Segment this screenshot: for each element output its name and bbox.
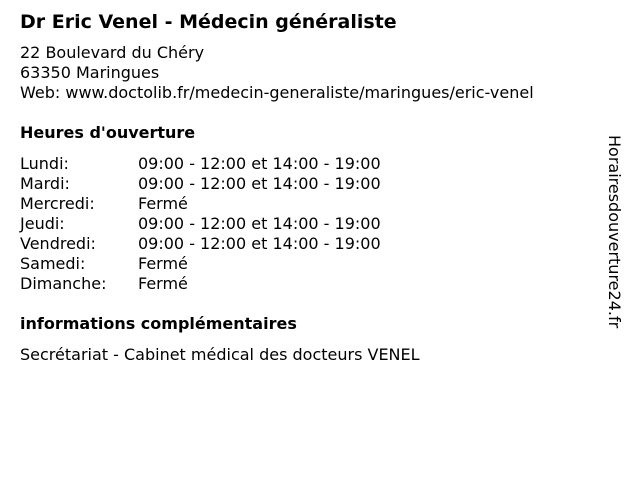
hours-time: 09:00 - 12:00 et 14:00 - 19:00 (138, 174, 381, 193)
hours-row-friday (20, 234, 381, 254)
info-heading: informations complémentaires (20, 314, 297, 333)
hours-time: 09:00 - 12:00 et 14:00 - 19:00 (138, 214, 381, 233)
hours-row-wednesday (20, 194, 381, 214)
hours-row-thursday (20, 214, 381, 234)
hours-row-tuesday (20, 174, 381, 194)
hours-row-sunday (20, 274, 381, 294)
hours-day: Mercredi: (20, 194, 95, 213)
hours-time: Fermé (138, 254, 188, 273)
hours-day: Jeudi: (20, 214, 65, 233)
address-city: 63350 Maringues (20, 63, 160, 82)
address-web: Web: www.doctolib.fr/medecin-generaliste/maringues/eric-venel (20, 83, 534, 102)
hours-heading: Heures d'ouverture (20, 123, 196, 142)
hours-time: 09:00 - 12:00 et 14:00 - 19:00 (138, 154, 381, 173)
hours-day: Mardi: (20, 174, 70, 193)
hours-table (20, 154, 381, 294)
site-watermark: Horairesdouverture24.fr (605, 135, 624, 329)
hours-day: Vendredi: (20, 234, 96, 253)
hours-day: Samedi: (20, 254, 86, 273)
hours-day: Lundi: (20, 154, 69, 173)
hours-row-saturday (20, 254, 381, 274)
hours-time: Fermé (138, 194, 188, 213)
hours-day: Dimanche: (20, 274, 107, 293)
info-text: Secrétariat - Cabinet médical des docteurs VENEL (20, 345, 420, 364)
address-street: 22 Boulevard du Chéry (20, 43, 205, 62)
hours-time: Fermé (138, 274, 188, 293)
hours-row-monday (20, 154, 381, 174)
page-title: Dr Eric Venel - Médecin généraliste (20, 11, 397, 33)
address-block (20, 43, 534, 103)
hours-time: 09:00 - 12:00 et 14:00 - 19:00 (138, 234, 381, 253)
